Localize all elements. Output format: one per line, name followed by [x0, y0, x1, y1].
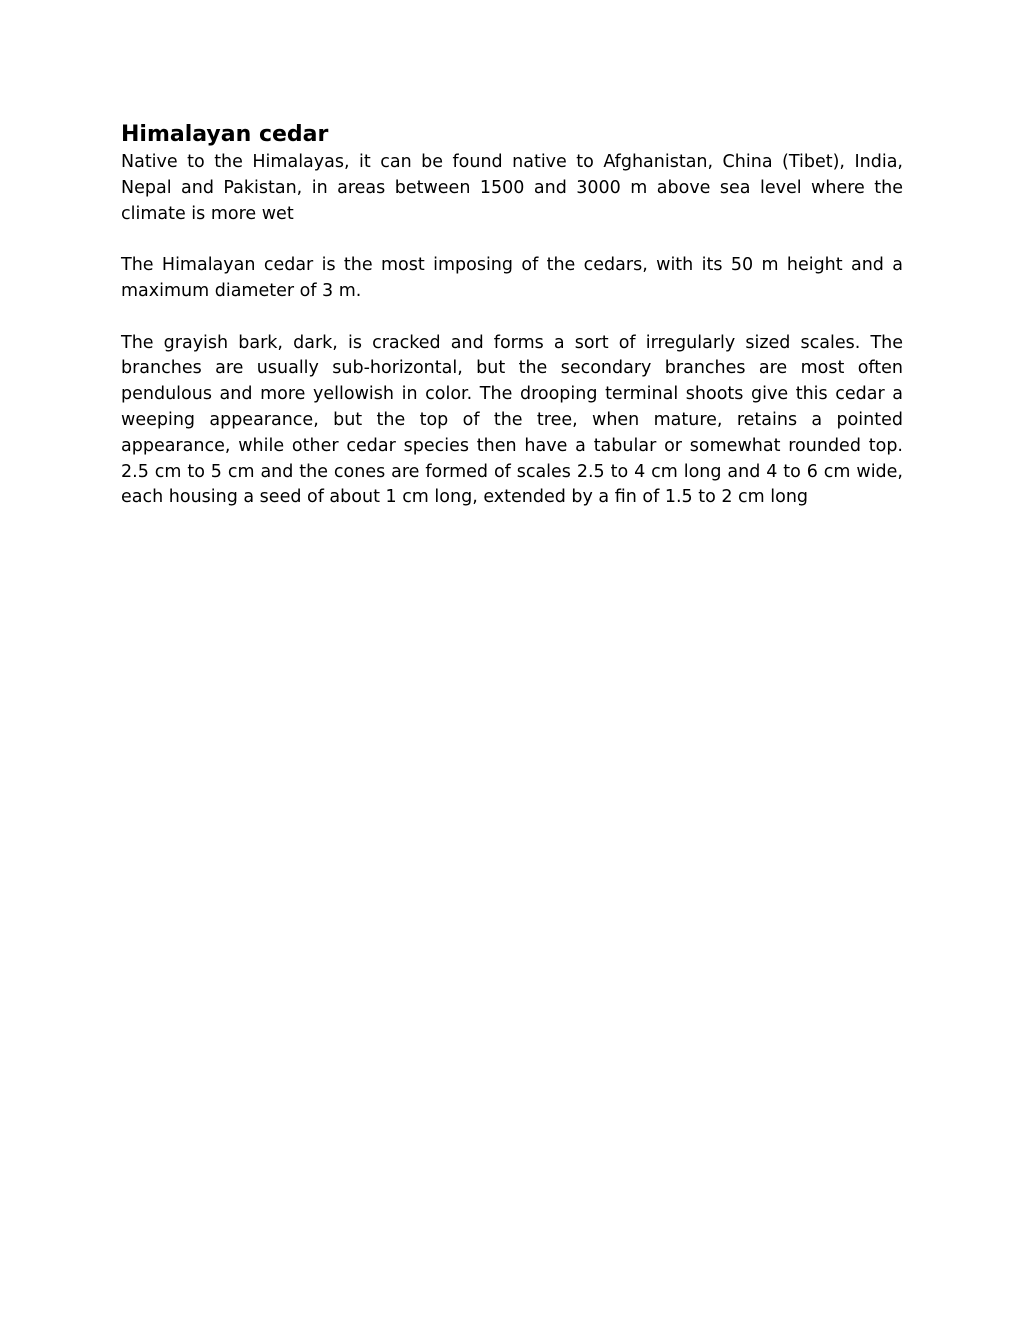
paragraph-description: The grayish bark, dark, is cracked and forms a sort of irregularly sized scales. The branches are usually sub-horizontal, but the secondary branches are most often pendulous and more yellowish in color. The drooping terminal shoots give this cedar a weeping appearance, but the top of the tree, when mature, retains a pointed appearance, while other cedar species then have a tabular or somewhat rounded top. 2.5 cm to 5 cm and the cones are formed of scales 2.5 to 4 cm long and 4 to 6 cm wide, each housing a seed of about 1 cm long, extended by a fin of 1.5 to 2 cm long	[121, 332, 903, 508]
paragraph-size: The Himalayan cedar is the most imposing of the cedars, with its 50 m height and a maximum diameter of 3 m.	[121, 255, 903, 301]
document-title: Himalayan cedar	[121, 122, 329, 147]
paragraph-native-range: Native to the Himalayas, it can be found native to Afghanistan, China (Tibet), India, Nepal and Pakistan, in areas between 1500 and 3000 m above sea level where the climate is more wet	[121, 152, 903, 224]
document-page	[121, 120, 903, 511]
